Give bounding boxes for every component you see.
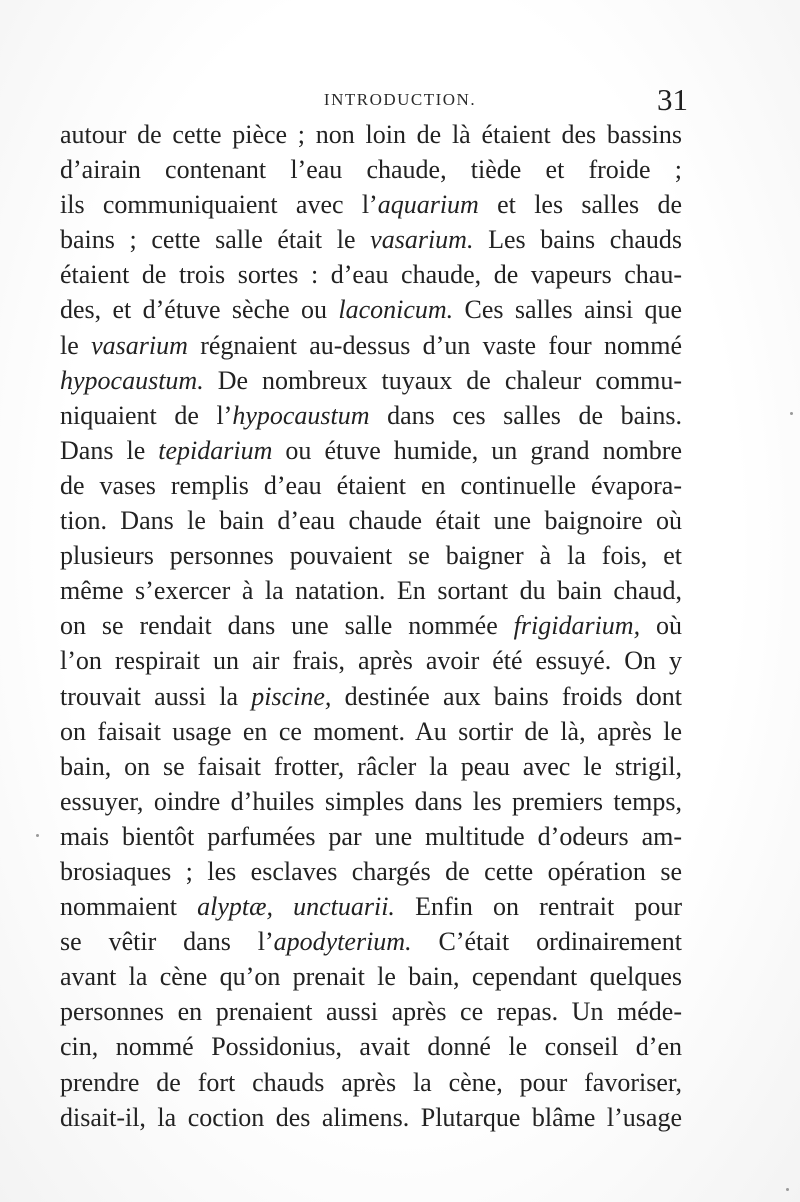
text-run: De nombreux tuyaux de chaleur commu- (203, 365, 682, 395)
text-run: niquaient de l’ (60, 400, 233, 430)
italic-term: piscine, (251, 681, 332, 711)
text-line (60, 1065, 682, 1100)
text-run: nommaient (60, 892, 198, 922)
text-run: personnes en prenaient aussi après ce repas. Un méde- (60, 997, 682, 1027)
italic-term: vasarium. (370, 225, 474, 255)
paper-speck (790, 412, 793, 415)
text-line (60, 608, 682, 643)
text-run: bains ; cette salle était le (60, 225, 371, 255)
text-line (60, 398, 682, 433)
italic-term: hypocaustum (232, 400, 370, 430)
text-line (60, 117, 682, 152)
running-title: INTRODUCTION. (323, 90, 477, 109)
text-run: de vases remplis d’eau étaient en continuelle évapora- (60, 470, 682, 500)
italic-term: hypocaustum. (60, 365, 204, 395)
text-run: et les salles de (478, 190, 682, 220)
body-text (60, 117, 682, 1135)
running-head (0, 82, 800, 122)
italic-term: laconicum. (338, 295, 454, 325)
italic-term: alyptæ, unctuarii. (197, 892, 395, 922)
text-line (60, 222, 682, 257)
paper-speck (36, 834, 39, 837)
text-line (60, 328, 682, 363)
text-run: plusieurs personnes pouvaient se baigner à la fois, et (60, 541, 682, 571)
italic-term: frigidarium, (513, 611, 641, 641)
text-run: où (640, 611, 682, 641)
text-run: prendre de fort chauds après la cène, pour favoriser, (60, 1067, 682, 1097)
text-line (60, 433, 682, 468)
italic-term: vasarium (91, 330, 188, 360)
text-line (60, 187, 682, 222)
text-run: on faisait usage en ce moment. Au sortir de là, après le (60, 716, 682, 746)
text-run: trouvait aussi la (60, 681, 252, 711)
text-run: mais bientôt parfumées par une multitude d’odeurs am- (60, 821, 682, 851)
text-run: se vêtir dans l’ (60, 927, 274, 957)
text-run: ou étuve humide, un grand nombre (272, 435, 682, 465)
text-run: des, et d’étuve sèche ou (60, 295, 339, 325)
text-run: avant la cène qu’on prenait le bain, cependant quelques (60, 962, 682, 992)
text-run: on se rendait dans une salle nommée (60, 611, 514, 641)
text-line (60, 714, 682, 749)
text-run: disait-il, la coction des alimens. Plutarque blâme l’usage (60, 1102, 682, 1132)
italic-term: apodyterium. (273, 927, 412, 957)
text-run: brosiaques ; les esclaves chargés de cette opération se (60, 856, 682, 886)
text-line (60, 889, 682, 924)
text-line (60, 784, 682, 819)
text-run: étaient de trois sortes : d’eau chaude, de vapeurs chau- (60, 260, 682, 290)
text-run: Les bains chauds (473, 225, 682, 255)
text-line (60, 538, 682, 573)
text-line (60, 924, 682, 959)
text-run: ils communiquaient avec l’ (60, 190, 378, 220)
text-run: l’on respirait un air frais, après avoir été essuyé. On y (60, 646, 682, 676)
text-run: bain, on se faisait frotter, râcler la peau avec le strigil, (60, 751, 682, 781)
text-run: d’airain contenant l’eau chaude, tiède et froide ; (60, 155, 682, 185)
text-run: le (60, 330, 92, 360)
text-line (60, 643, 682, 678)
text-run: cin, nommé Possidonius, avait donné le conseil d’en (60, 1032, 682, 1062)
paper-speck (786, 1188, 789, 1191)
text-run: dans ces salles de bains. (369, 400, 682, 430)
italic-term: aquarium (377, 190, 479, 220)
text-line (60, 1029, 682, 1064)
text-run: même s’exercer à la natation. En sortant du bain chaud, (60, 576, 682, 606)
text-run: autour de cette pièce ; non loin de là étaient des bassins (60, 120, 682, 149)
text-run: tion. Dans le bain d’eau chaude était une baignoire où (60, 506, 682, 536)
text-run: essuyer, oindre d’huiles simples dans les premiers temps, (60, 786, 682, 816)
text-line (60, 854, 682, 889)
text-line (60, 819, 682, 854)
text-line (60, 257, 682, 292)
text-line (60, 503, 682, 538)
text-line (60, 749, 682, 784)
text-line (60, 363, 682, 398)
text-line (60, 679, 682, 714)
page-number: 31 (657, 82, 688, 117)
text-run: Enfin on rentrait pour (394, 892, 682, 922)
text-run: C’était ordinairement (411, 927, 683, 957)
italic-term: tepidarium (158, 435, 273, 465)
text-line (60, 292, 682, 327)
text-run: Dans le (60, 435, 159, 465)
text-line (60, 573, 682, 608)
text-line (60, 959, 682, 994)
text-line (60, 1100, 682, 1135)
text-run: Ces salles ainsi que (453, 295, 682, 325)
text-run: régnaient au-dessus d’un vaste four nommé (187, 330, 683, 360)
text-run: destinée aux bains froids dont (331, 681, 682, 711)
text-line (60, 152, 682, 187)
text-line (60, 994, 682, 1029)
text-line (60, 468, 682, 503)
